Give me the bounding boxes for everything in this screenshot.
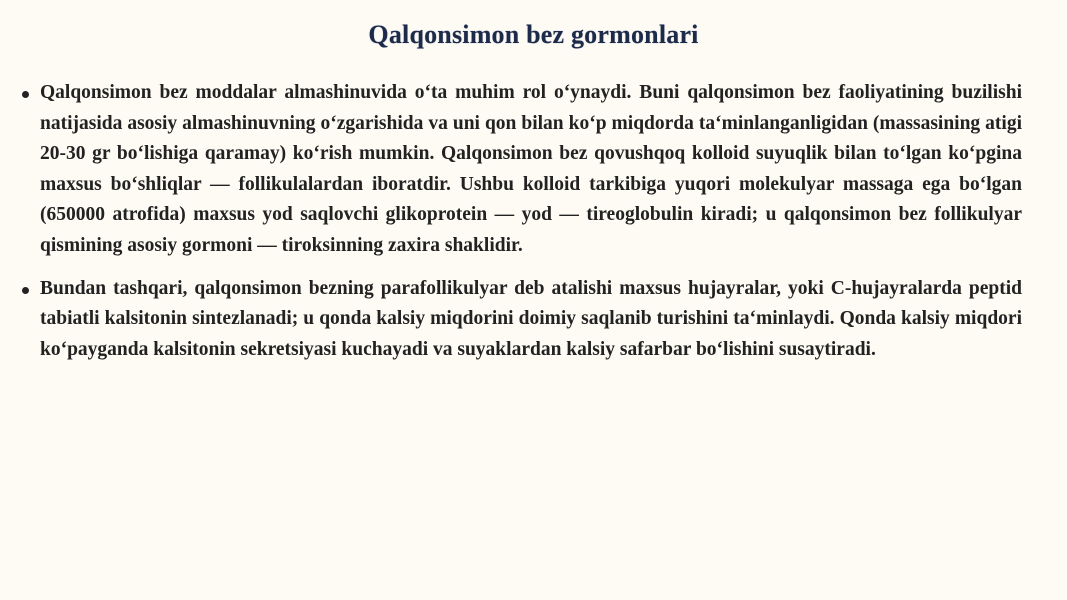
bullet-list [20,78,1022,377]
bullet-text: Qalqonsimon bez moddalar almashinuvida o‘ta muhim rol o‘ynaydi. Buni qalqonsimon bez faoliyatining buzilishi natijasida asosiy almashinuvning o‘zgarishida va uni qon bilan ko‘p miqdorda ta‘minlanganligidan (massasining atigi 20-30 gr bo‘lishiga qaramay) ko‘rish mumkin. Qalqonsimon bez qovushqoq kolloid suyuqlik bilan to‘lgan ko‘pgina maxsus bo‘shliqlar — follikulalardan iboratdir. Ushbu kolloid tarkibiga yuqori molekulyar massaga ega bo‘lgan (650000 atrofida) maxsus yod saqlovchi glikoprotein — yod — tireoglobulin kiradi; u qalqonsimon bez follikulyar qismining asosiy gormoni — tiroksinning zaxira shaklidir. [40,82,1022,256]
slide-title: Qalqonsimon bez gormonlari [368,20,699,49]
bullet-item [20,78,1022,262]
bullet-icon [22,91,29,98]
bullet-text: Bundan tashqari, qalqonsimon bezning parafollikulyar deb atalishi maxsus hujayralar, yoki C-hujayralarda peptid tabiatli kalsitonin sintezlanadi; u qonda kalsiy miqdorini doimiy saqlanib turishini ta‘minlaydi. Qonda kalsiy miqdori ko‘payganda kalsitonin sekretsiyasi kuchayadi va suyaklardan kalsiy safarbar bo‘lishini susaytiradi. [40,277,1022,360]
bullet-icon [22,287,29,294]
bullet-item [20,274,1022,366]
